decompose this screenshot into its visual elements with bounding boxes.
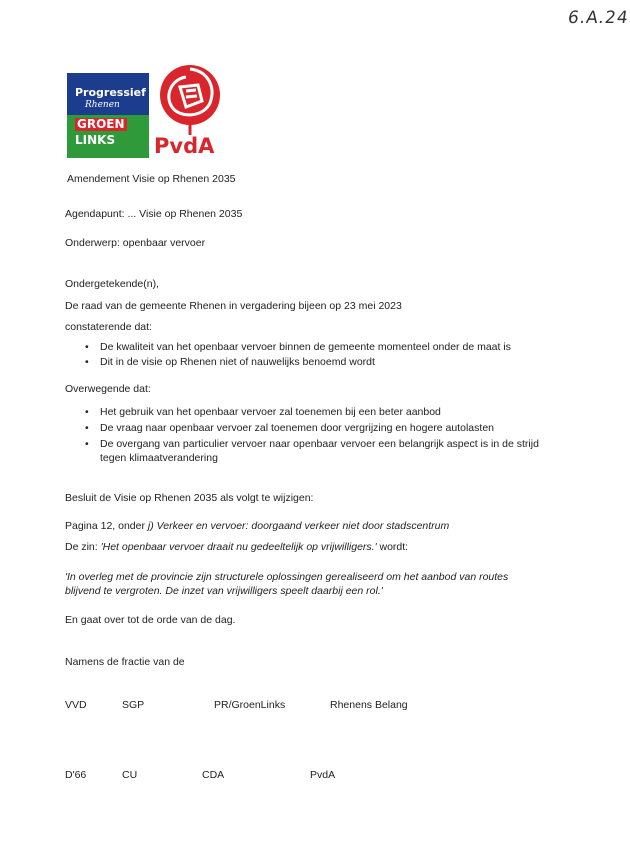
gl-progressief-text: Progressief [75,86,146,99]
raad-line: De raad van de gemeente Rhenen in vergadering bijeen op 23 mei 2023 [65,300,402,312]
overwegende-list [76,405,556,465]
orde-line: En gaat over tot de orde van de dag. [65,614,236,626]
list-item: • Het gebruik van het openbaar vervoer zal toenemen bij een beter aanbod [76,405,556,419]
party-vvd: VVD [65,699,87,711]
party-rhenens-belang: Rhenens Belang [330,699,408,711]
list-item: • De overgang van particulier vervoer naar openbaar vervoer een belangrijk aspect is in de strijd tegen klimaatverandering [76,437,556,465]
party-sgp: SGP [122,699,145,711]
overwegende-heading: Overwegende dat: [65,383,151,395]
party-pvda: PvdA [310,769,336,781]
party-cda: CDA [202,769,225,781]
zin-prefix: De zin: [65,541,101,553]
gl-rhenen-text: Rhenen [85,100,120,110]
party-cu: CU [122,769,138,781]
groenlinks-logo [67,73,149,158]
list-item: • De vraag naar openbaar vervoer zal toenemen door vergrijzing en hogere autolasten [76,421,556,435]
ondergetekende: Ondergetekende(n), [65,278,159,290]
party-pr-groenlinks: PR/GroenLinks [214,699,286,711]
list-item: • De kwaliteit van het openbaar vervoer binnen de gemeente momenteel onder de maat is [76,340,576,354]
namens-line: Namens de fractie van de [65,656,185,668]
pvda-rose-icon [150,57,230,137]
gl-groen-text: GROEN [77,117,125,131]
party-d66: D'66 [65,769,87,781]
zin-line [65,540,408,554]
constaterende-heading: constaterende dat: [65,321,152,333]
agendapunt: Agendapunt: ... Visie op Rhenen 2035 [65,208,243,220]
pagina-line [65,519,449,533]
list-item: • Dit in de visie op Rhenen niet of nauwelijks benoemd wordt [76,355,576,369]
constaterende-list [76,340,576,369]
onderwerp: Onderwerp: openbaar vervoer [65,237,206,249]
gl-links-text: LINKS [75,133,116,147]
pagina-section: j) Verkeer en vervoer: doorgaand verkeer niet door stadscentrum [147,520,450,532]
pvda-logo-text: PvdA [154,134,215,158]
nieuwe-tekst: 'In overleg met de provincie zijn structurele oplossingen gerealiseerd om het aanbod van routes blijvend te vergroten. De inzet van vrijwilligers speelt daarbij een rol.' [65,571,509,597]
zin-suffix: wordt: [376,541,409,553]
zin-quote: 'Het openbaar vervoer draait nu gedeeltelijk op vrijwilligers.' [100,541,377,553]
handwritten-stamp: 6.A.24 [566,8,630,28]
besluit-line: Besluit de Visie op Rhenen 2035 als volgt te wijzigen: [65,492,314,504]
pagina-prefix: Pagina 12, onder [65,520,148,532]
document-title: Amendement Visie op Rhenen 2035 [67,173,236,185]
